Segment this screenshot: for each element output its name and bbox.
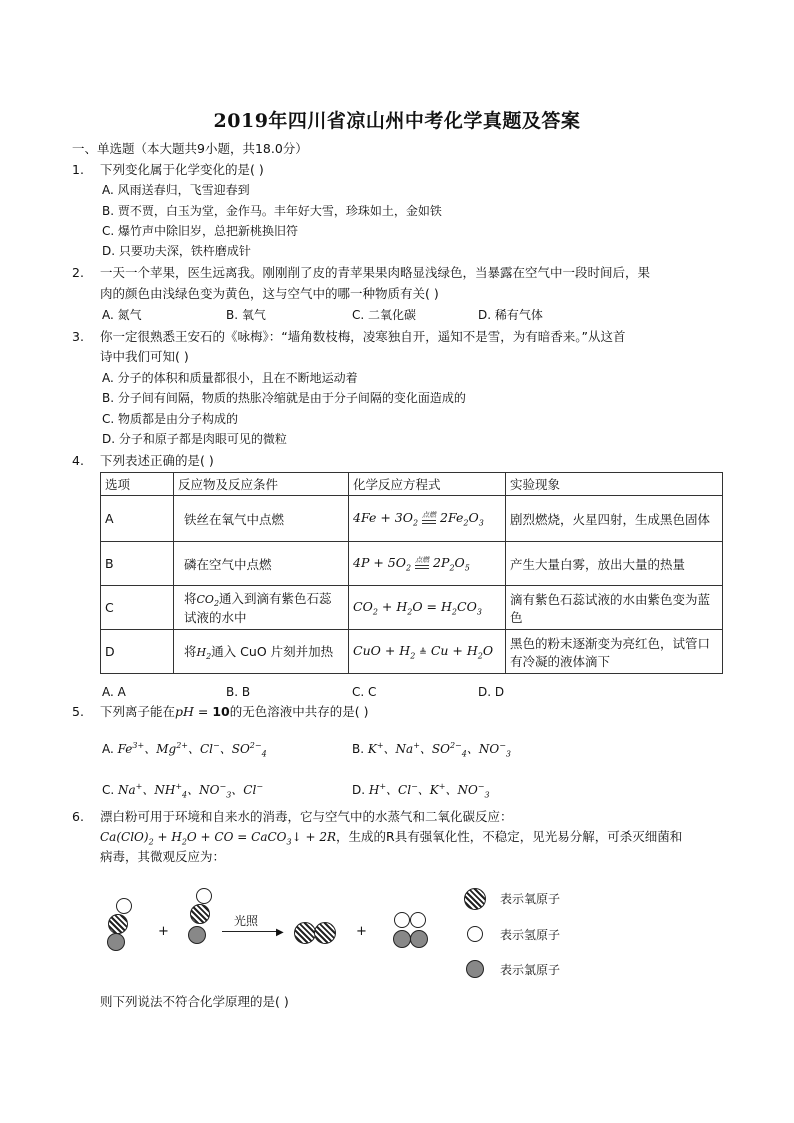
- table-cell: 将$H_2$通入 CuO 片刻并加热: [174, 630, 349, 674]
- legend-chlorine-label: 表示氯原子: [500, 963, 561, 977]
- hydrogen-atom: [196, 888, 212, 904]
- q3-option-c: C. 物质都是由分子构成的: [102, 412, 239, 426]
- equation-a: $4Fe + 3O_2$ 点燃 $2Fe_2O_3$: [349, 496, 506, 542]
- q6-number: 6.: [72, 809, 84, 824]
- hydrogen-atom: [116, 898, 132, 914]
- chlorine-atom: [393, 930, 411, 948]
- table-row: [101, 630, 723, 674]
- section-heading: 一、单选题（本大题共9小题，共18.0分）: [72, 141, 308, 156]
- ignite-condition: 点燃: [422, 512, 436, 524]
- hydrogen-atom: [410, 912, 426, 928]
- q6-question: 则下列说法不符合化学原理的是( ): [100, 994, 289, 1009]
- q1-option-a: A. 风雨送春归，飞雪迎春到: [102, 183, 250, 197]
- legend-hydrogen-label: 表示氢原子: [500, 928, 561, 942]
- equation-d: CuO + $H_2$ ≜ $Cu + H_2O$: [349, 630, 506, 674]
- q5-number: 5.: [72, 704, 84, 719]
- q2-text-line1: 一天一个苹果，医生远离我。刚刚削了皮的青苹果果肉略显浅绿色，当暴露在空气中一段时间后，果: [100, 265, 651, 280]
- reaction-arrow: [222, 931, 278, 932]
- q3-option-d: D. 分子和原子都是肉眼可见的微粒: [102, 432, 287, 446]
- arrow-label: 光照: [234, 914, 259, 928]
- micro-reaction-diagram: [98, 878, 598, 984]
- table-row: [101, 542, 723, 586]
- oxygen-atom: [314, 922, 336, 944]
- q1-option-b: B. 贾不贾，白玉为堂，金作马。丰年好大雪，珍珠如土，金如铁: [102, 204, 442, 218]
- q4-option-b: B. B: [226, 685, 251, 699]
- table-header-row: [101, 473, 723, 496]
- q5-text: 下列离子能在pH = 10的无色溶液中共存的是( ): [100, 704, 369, 719]
- q2-option-a: A. 氮气: [102, 308, 142, 322]
- q2-text-line2: 肉的颜色由浅绿色变为黄色，这与空气中的哪一种物质有关( ): [100, 286, 439, 301]
- q4-option-c: C. C: [352, 685, 377, 699]
- oxygen-atom: [190, 904, 210, 924]
- oxygen-atom: [108, 914, 128, 934]
- arrow-head-icon: ▶: [276, 927, 284, 938]
- q3-number: 3.: [72, 329, 84, 344]
- ignite-condition: 点燃: [415, 557, 429, 569]
- q4-number: 4.: [72, 453, 84, 468]
- q1-option-c: C. 爆竹声中除旧岁，总把新桃换旧符: [102, 224, 299, 238]
- table-cell: 铁丝在氧气中点燃: [174, 496, 349, 542]
- q6-text-line3: 病毒，其微观反应为：: [100, 849, 226, 864]
- q3-option-b: B. 分子间有间隔，物质的热胀冷缩就是由于分子间隔的变化面造成的: [102, 391, 466, 405]
- q6-text-line1: 漂白粉可用于环境和自来水的消毒，它与空气中的水蒸气和二氧化碳反应：: [100, 809, 513, 824]
- q2-option-d: D. 稀有气体: [478, 308, 543, 322]
- q1-option-d: D. 只要功夫深，铁杵磨成针: [102, 244, 251, 258]
- table-cell: B: [101, 542, 174, 586]
- chlorine-atom: [107, 933, 125, 951]
- table-header: 化学反应方程式: [349, 473, 506, 496]
- table-cell: 产生大量白雾，放出大量的热量: [506, 542, 723, 586]
- q5-option-b: B. K+、Na+、$SO^{2-}_4$、$NO^-_3$: [352, 741, 511, 759]
- plus-sign: +: [356, 924, 367, 939]
- q5-option-d: D. H+、Cl−、K+、$NO^-_3$: [352, 782, 490, 800]
- reaction-table: [100, 472, 723, 674]
- q2-number: 2.: [72, 265, 84, 280]
- plus-sign: +: [158, 924, 169, 939]
- table-header: 选项: [101, 473, 174, 496]
- table-cell: 剧烈燃烧，火星四射，生成黑色固体: [506, 496, 723, 542]
- hydrogen-atom: [394, 912, 410, 928]
- q5-option-c: C. Na+、$NH^+_4$、$NO^-_3$、Cl−: [102, 782, 264, 800]
- q4-text: 下列表述正确的是( ): [100, 453, 214, 468]
- equation-b: $4P + 5O_2$ 点燃 $2P_2O_5$: [349, 542, 506, 586]
- page-title: 2019年四川省凉山州中考化学真题及答案: [213, 110, 581, 132]
- table-row: [101, 586, 723, 630]
- table-header: 实验现象: [506, 473, 723, 496]
- legend-hydrogen-icon: [467, 926, 483, 942]
- q2-option-b: B. 氧气: [226, 308, 266, 322]
- table-cell: 将$CO_2$通入到滴有紫色石蕊试液的水中: [174, 586, 349, 630]
- table-cell: D: [101, 630, 174, 674]
- q3-text-line1: 你一定很熟悉王安石的《咏梅》：“墙角数枝梅，凌寒独自开，遥知不是雪，为有暗香来。”从这首: [100, 329, 626, 344]
- q3-text-line2: 诗中我们可知( ): [100, 349, 189, 364]
- table-row: [101, 496, 723, 542]
- q2-option-c: C. 二氧化碳: [352, 308, 417, 322]
- q3-option-a: A. 分子的体积和质量都很小，且在不断地运动着: [102, 371, 358, 385]
- table-cell: C: [101, 586, 174, 630]
- table-cell: A: [101, 496, 174, 542]
- table-header: 反应物及反应条件: [174, 473, 349, 496]
- table-cell: 滴有紫色石蕊试液的水由紫色变为蓝色: [506, 586, 723, 630]
- table-cell: 黑色的粉末逐渐变为亮红色，试管口有冷凝的液体滴下: [506, 630, 723, 674]
- chlorine-atom: [188, 926, 206, 944]
- legend-oxygen-label: 表示氧原子: [500, 892, 561, 906]
- q1-text: 下列变化属于化学变化的是( ): [100, 162, 264, 177]
- equation-c: $CO_2 + H_2O = H_2CO_3$: [349, 586, 506, 630]
- q4-option-d: D. D: [478, 685, 505, 699]
- q1-number: 1.: [72, 162, 84, 177]
- oxygen-atom: [294, 922, 316, 944]
- table-cell: 磷在空气中点燃: [174, 542, 349, 586]
- legend-oxygen-icon: [464, 888, 486, 910]
- q4-option-a: A. A: [102, 685, 126, 699]
- legend-chlorine-icon: [466, 960, 484, 978]
- q5-option-a: A. $Fe^{3+}$、$Mg^{2+}$、Cl−、$SO^{2-}_4$: [102, 741, 267, 759]
- chlorine-atom: [410, 930, 428, 948]
- q6-text-line2: $Ca(ClO)_2 + H_2O$ + CO = CaCO$_3$↓ + 2R，生成的R具有强氧化性，不稳定，见光易分解，可杀灭细菌和: [100, 829, 683, 847]
